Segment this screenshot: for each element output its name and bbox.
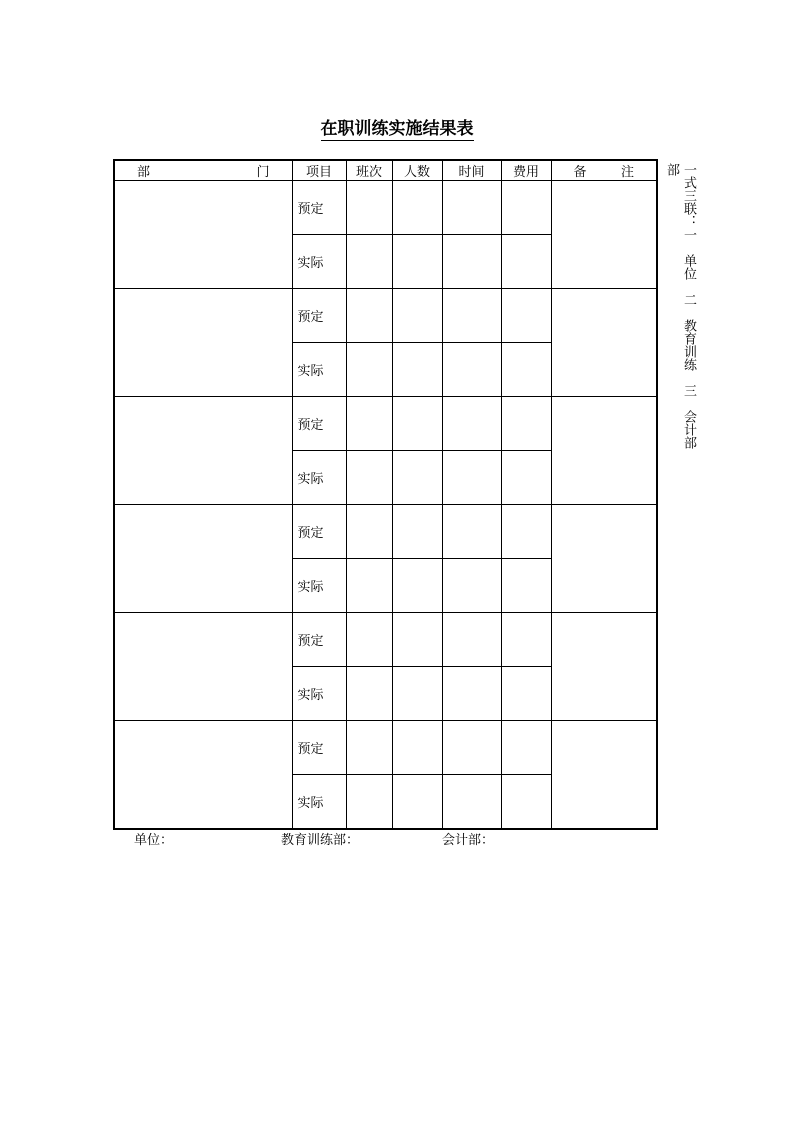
time-actual-cell[interactable] bbox=[442, 451, 501, 505]
time-actual-cell[interactable] bbox=[442, 667, 501, 721]
count-planned-cell[interactable] bbox=[392, 613, 442, 667]
fee-actual-cell[interactable] bbox=[501, 667, 551, 721]
time-planned-cell[interactable] bbox=[442, 181, 501, 235]
table-row-planned bbox=[114, 505, 657, 559]
fee-planned-cell[interactable] bbox=[501, 721, 551, 775]
department-cell[interactable] bbox=[114, 181, 292, 289]
training-result-table bbox=[113, 159, 658, 830]
item-actual-label: 实际 bbox=[292, 343, 346, 397]
class-actual-cell[interactable] bbox=[346, 235, 392, 289]
footer-unit: 单位： bbox=[134, 833, 174, 848]
header-item: 项目 bbox=[292, 160, 346, 181]
class-actual-cell[interactable] bbox=[346, 775, 392, 830]
time-actual-cell[interactable] bbox=[442, 559, 501, 613]
item-actual-label: 实际 bbox=[292, 235, 346, 289]
remark-cell[interactable] bbox=[551, 397, 657, 505]
header-class: 班次 bbox=[346, 160, 392, 181]
department-cell[interactable] bbox=[114, 289, 292, 397]
time-actual-cell[interactable] bbox=[442, 343, 501, 397]
time-actual-cell[interactable] bbox=[442, 775, 501, 830]
class-planned-cell[interactable] bbox=[346, 505, 392, 559]
table-row-planned bbox=[114, 181, 657, 235]
remark-cell[interactable] bbox=[551, 181, 657, 289]
table-body bbox=[114, 181, 657, 830]
remark-cell[interactable] bbox=[551, 289, 657, 397]
fee-planned-cell[interactable] bbox=[501, 397, 551, 451]
count-actual-cell[interactable] bbox=[392, 451, 442, 505]
item-planned-label: 预定 bbox=[292, 505, 346, 559]
time-planned-cell[interactable] bbox=[442, 505, 501, 559]
footer-accounting-dept: 会计部： bbox=[442, 833, 495, 848]
side-note-copies: 一式三联：一 单位 二 教育训练 三 会计部 bbox=[681, 163, 696, 449]
time-actual-cell[interactable] bbox=[442, 235, 501, 289]
count-actual-cell[interactable] bbox=[392, 775, 442, 830]
class-actual-cell[interactable] bbox=[346, 667, 392, 721]
count-planned-cell[interactable] bbox=[392, 397, 442, 451]
department-cell[interactable] bbox=[114, 505, 292, 613]
table-row-planned bbox=[114, 289, 657, 343]
count-actual-cell[interactable] bbox=[392, 235, 442, 289]
header-time: 时间 bbox=[442, 160, 501, 181]
count-planned-cell[interactable] bbox=[392, 505, 442, 559]
class-planned-cell[interactable] bbox=[346, 613, 392, 667]
class-actual-cell[interactable] bbox=[346, 559, 392, 613]
fee-actual-cell[interactable] bbox=[501, 559, 551, 613]
header-fee: 费用 bbox=[501, 160, 551, 181]
class-actual-cell[interactable] bbox=[346, 343, 392, 397]
item-actual-label: 实际 bbox=[292, 451, 346, 505]
item-actual-label: 实际 bbox=[292, 775, 346, 830]
header-count: 人数 bbox=[392, 160, 442, 181]
time-planned-cell[interactable] bbox=[442, 721, 501, 775]
remark-cell[interactable] bbox=[551, 505, 657, 613]
item-planned-label: 预定 bbox=[292, 397, 346, 451]
class-actual-cell[interactable] bbox=[346, 451, 392, 505]
remark-cell[interactable] bbox=[551, 613, 657, 721]
table-row-planned bbox=[114, 397, 657, 451]
count-planned-cell[interactable] bbox=[392, 181, 442, 235]
header-department: 部 门 bbox=[114, 160, 292, 181]
count-planned-cell[interactable] bbox=[392, 721, 442, 775]
remark-cell[interactable] bbox=[551, 721, 657, 830]
form-title bbox=[0, 118, 794, 140]
fee-planned-cell[interactable] bbox=[501, 505, 551, 559]
fee-planned-cell[interactable] bbox=[501, 613, 551, 667]
form-title-text: 在职训练实施结果表 bbox=[320, 119, 474, 139]
time-planned-cell[interactable] bbox=[442, 289, 501, 343]
count-actual-cell[interactable] bbox=[392, 343, 442, 397]
count-actual-cell[interactable] bbox=[392, 667, 442, 721]
fee-actual-cell[interactable] bbox=[501, 775, 551, 830]
side-note-prefix: 部 bbox=[664, 163, 679, 176]
item-planned-label: 预定 bbox=[292, 613, 346, 667]
fee-actual-cell[interactable] bbox=[501, 343, 551, 397]
item-planned-label: 预定 bbox=[292, 181, 346, 235]
department-cell[interactable] bbox=[114, 397, 292, 505]
class-planned-cell[interactable] bbox=[346, 289, 392, 343]
footer-education-dept: 教育训练部： bbox=[281, 833, 360, 848]
department-cell[interactable] bbox=[114, 613, 292, 721]
header-row bbox=[114, 160, 657, 181]
time-planned-cell[interactable] bbox=[442, 397, 501, 451]
department-cell[interactable] bbox=[114, 721, 292, 830]
fee-planned-cell[interactable] bbox=[501, 181, 551, 235]
table-row-planned bbox=[114, 613, 657, 667]
count-actual-cell[interactable] bbox=[392, 559, 442, 613]
class-planned-cell[interactable] bbox=[346, 181, 392, 235]
item-planned-label: 预定 bbox=[292, 721, 346, 775]
class-planned-cell[interactable] bbox=[346, 397, 392, 451]
fee-actual-cell[interactable] bbox=[501, 235, 551, 289]
time-planned-cell[interactable] bbox=[442, 613, 501, 667]
item-planned-label: 预定 bbox=[292, 289, 346, 343]
header-remark: 备 注 bbox=[551, 160, 657, 181]
item-actual-label: 实际 bbox=[292, 559, 346, 613]
item-actual-label: 实际 bbox=[292, 667, 346, 721]
table-row-planned bbox=[114, 721, 657, 775]
fee-planned-cell[interactable] bbox=[501, 289, 551, 343]
fee-actual-cell[interactable] bbox=[501, 451, 551, 505]
class-planned-cell[interactable] bbox=[346, 721, 392, 775]
count-planned-cell[interactable] bbox=[392, 289, 442, 343]
